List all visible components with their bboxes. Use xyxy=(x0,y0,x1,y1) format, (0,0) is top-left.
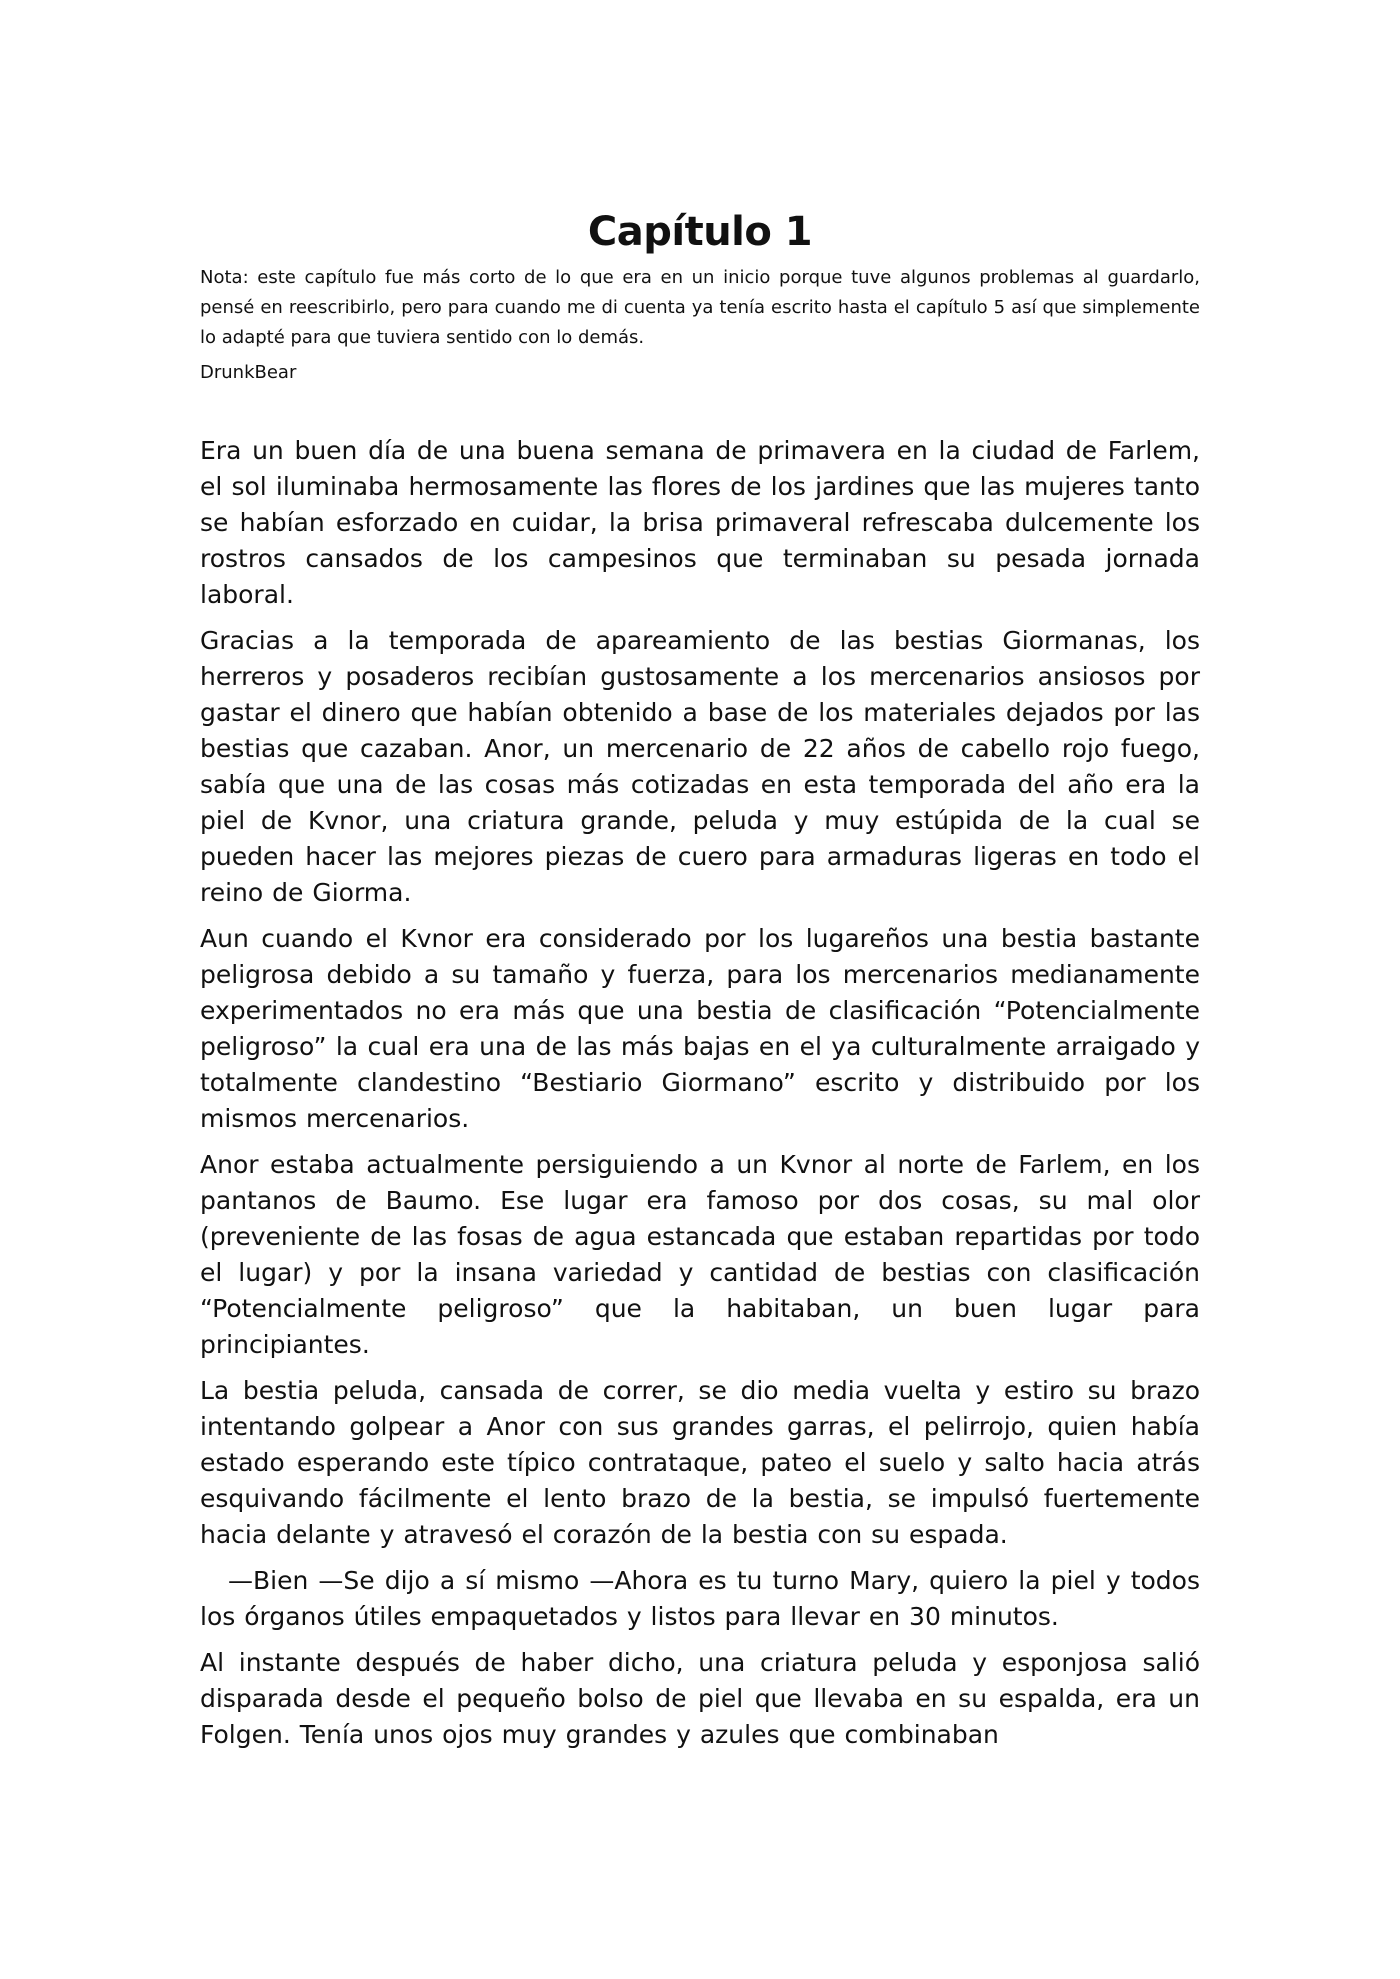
author-note: Nota: este capítulo fue más corto de lo que era en un inicio porque tuve algunos problemas al guardarlo, pensé en reescribirlo, pero para cuando me di cuenta ya tenía escrito hasta el capítulo 5 así que simplemente lo adapté para que tuviera sentido con lo demás. xyxy=(200,267,1200,348)
chapter-title: Capítulo 1 xyxy=(587,209,813,255)
paragraph: Era un buen día de una buena semana de primavera en la ciudad de Farlem, el sol iluminaba hermosamente las flores de los jardines que las mujeres tanto se habían esforzado en cuidar, la brisa primaveral refrescaba dulcemente los rostros cansados de los campesinos que terminaban su pesada jornada laboral. xyxy=(200,436,1200,609)
paragraph: Anor estaba actualmente persiguiendo a un Kvnor al norte de Farlem, en los pantanos de Baumo. Ese lugar era famoso por dos cosas, su mal olor (preveniente de las fosas de agua estancada que estaban repartidas por todo el lugar) y por la insana variedad y cantidad de bestias con clasificación “Potencialmente peligroso” que la habitaban, un buen lugar para principiantes. xyxy=(200,1150,1200,1359)
paragraph: Al instante después de haber dicho, una criatura peluda y esponjosa salió disparada desde el pequeño bolso de piel que llevaba en su espalda, era un Folgen. Tenía unos ojos muy grandes y azules que combinaban xyxy=(200,1648,1200,1749)
dialogue-paragraph: —Bien —Se dijo a sí mismo —Ahora es tu turno Mary, quiero la piel y todos los órganos útiles empaquetados y listos para llevar en 30 minutos. xyxy=(200,1566,1200,1631)
chapter-body xyxy=(200,433,1200,1763)
author-name: DrunkBear xyxy=(200,362,297,383)
paragraph: Aun cuando el Kvnor era considerado por los lugareños una bestia bastante peligrosa debido a su tamaño y fuerza, para los mercenarios medianamente experimentados no era más que una bestia de clasificación “Potencialmente peligroso” la cual era una de las más bajas en el ya culturalmente arraigado y totalmente clandestino “Bestiario Giormano” escrito y distribuido por los mismos mercenarios. xyxy=(200,924,1200,1133)
paragraph: La bestia peluda, cansada de correr, se dio media vuelta y estiro su brazo intentando golpear a Anor con sus grandes garras, el pelirrojo, quien había estado esperando este típico contrataque, pateo el suelo y salto hacia atrás esquivando fácilmente el lento brazo de la bestia, se impulsó fuertemente hacia delante y atravesó el corazón de la bestia con su espada. xyxy=(200,1376,1200,1549)
paragraph: Gracias a la temporada de apareamiento de las bestias Giormanas, los herreros y posaderos recibían gustosamente a los mercenarios ansiosos por gastar el dinero que habían obtenido a base de los materiales dejados por las bestias que cazaban. Anor, un mercenario de 22 años de cabello rojo fuego, sabía que una de las cosas más cotizadas en esta temporada del año era la piel de Kvnor, una criatura grande, peluda y muy estúpida de la cual se pueden hacer las mejores piezas de cuero para armaduras ligeras en todo el reino de Giorma. xyxy=(200,626,1200,907)
